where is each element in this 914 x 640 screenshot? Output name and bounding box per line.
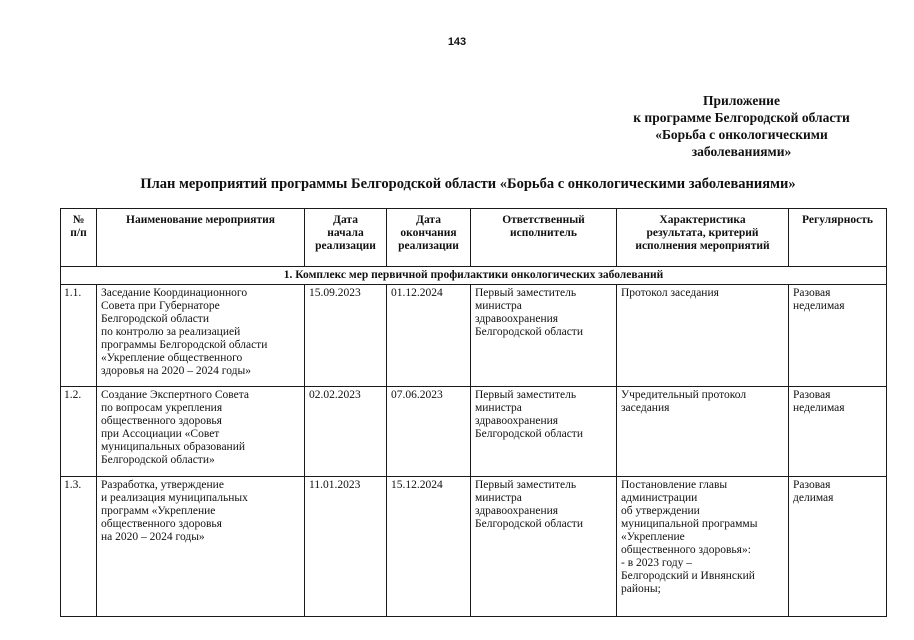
row-num: 1.2. [61, 387, 97, 477]
header-regularity: Регулярность [789, 209, 887, 267]
row-start-date: 02.02.2023 [305, 387, 387, 477]
row-executor: Первый заместитель министра здравоохранения Белгородской области [471, 387, 617, 477]
row-name: Разработка, утверждение и реализация муниципальных программ «Укрепление общественного здоровья на 2020 – 2024 годы» [97, 477, 305, 617]
row-end-date: 01.12.2024 [387, 285, 471, 387]
row-end-date: 07.06.2023 [387, 387, 471, 477]
header-executor: Ответственный исполнитель [471, 209, 617, 267]
section-title: 1. Комплекс мер первичной профилактики онкологических заболеваний [61, 267, 887, 285]
table-row [61, 477, 887, 617]
row-regularity: Разовая неделимая [789, 285, 887, 387]
table-header-row [61, 209, 887, 267]
document-title: План мероприятий программы Белгородской области «Борьба с онкологическими заболеваниями» [140, 176, 796, 192]
row-num: 1.3. [61, 477, 97, 617]
header-result: Характеристика результата, критерий исполнения мероприятий [617, 209, 789, 267]
table-row [61, 285, 887, 387]
table-row [61, 387, 887, 477]
row-result: Учредительный протокол заседания [617, 387, 789, 477]
row-result: Постановление главы администрации об утверждении муниципальной программы «Укрепление общественного здоровья»: - в 2023 году – Белгородский и Ивнянский районы; [617, 477, 789, 617]
appendix-line: заболеваниями» [691, 144, 792, 159]
row-start-date: 15.09.2023 [305, 285, 387, 387]
appendix-line: Приложение [703, 93, 780, 108]
appendix-line: к программе Белгородской области [633, 110, 850, 125]
row-name: Заседание Координационного Совета при Губернаторе Белгородской области по контролю за реализацией программы Белгородской области «Укрепление общественного здоровья на 2020 – 2024 годы» [97, 285, 305, 387]
row-num: 1.1. [61, 285, 97, 387]
section-row [61, 267, 887, 285]
header-name: Наименование мероприятия [97, 209, 305, 267]
header-end-date: Дата окончания реализации [387, 209, 471, 267]
row-end-date: 15.12.2024 [387, 477, 471, 617]
plan-table [60, 208, 887, 617]
appendix-line: «Борьба с онкологическими [655, 127, 828, 142]
row-name: Создание Экспертного Совета по вопросам укрепления общественного здоровья при Ассоциации «Совет муниципальных образований Белгородской области» [97, 387, 305, 477]
row-regularity: Разовая делимая [789, 477, 887, 617]
page-number: 143 [447, 36, 467, 48]
header-start-date: Дата начала реализации [305, 209, 387, 267]
appendix-heading [600, 92, 883, 160]
row-start-date: 11.01.2023 [305, 477, 387, 617]
row-regularity: Разовая неделимая [789, 387, 887, 477]
row-executor: Первый заместитель министра здравоохранения Белгородской области [471, 477, 617, 617]
row-executor: Первый заместитель министра здравоохранения Белгородской области [471, 285, 617, 387]
header-num: № п/п [61, 209, 97, 267]
row-result: Протокол заседания [617, 285, 789, 387]
